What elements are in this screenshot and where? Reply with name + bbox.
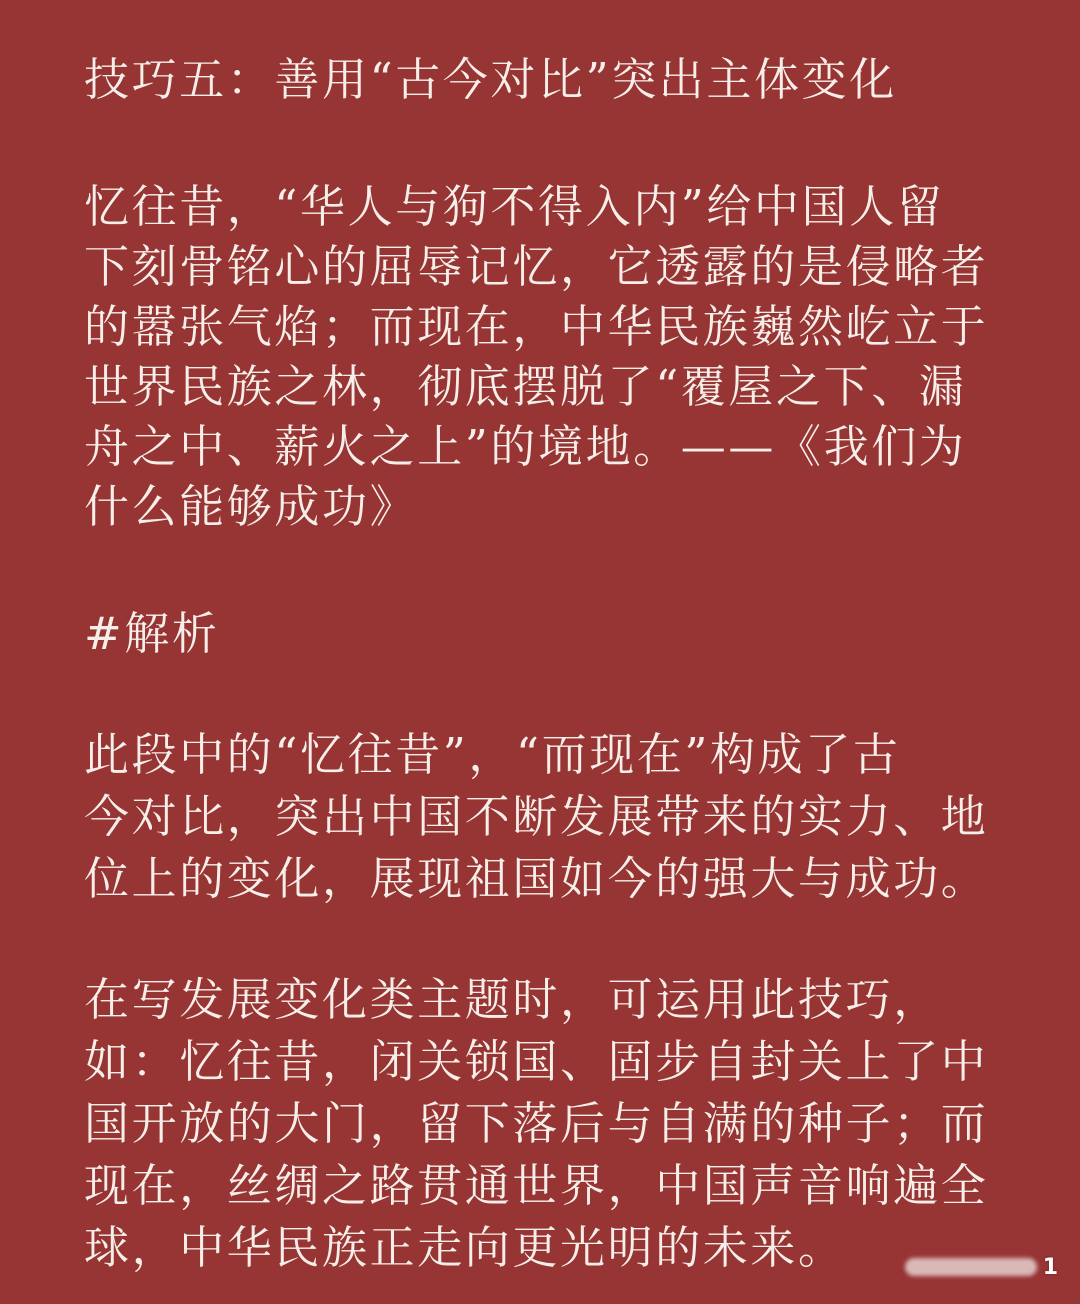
application-line-1: 在写发展变化类主题时，可运用此技巧， [84, 973, 941, 1026]
watermark-suffix: 1 [1042, 1254, 1058, 1280]
watermark-logo-icon [905, 1258, 1037, 1276]
quote-line-2: 下刻骨铭心的屈辱记忆，它透露的是侵略者 [84, 240, 989, 293]
analysis-line-3: 位上的变化，展现祖国如今的强大与成功。 [84, 852, 989, 905]
application-line-4: 现在，丝绸之路贯通世界，中国声音响遍全 [84, 1159, 989, 1212]
analysis-line-1: 此段中的“忆往昔”，“而现在”构成了古 [84, 728, 901, 781]
quote-line-1: 忆往昔，“华人与狗不得入内”给中国人留 [84, 180, 945, 233]
application-line-3: 国开放的大门，留下落后与自满的种子；而 [84, 1097, 989, 1150]
quote-line-4: 世界民族之林，彻底摆脱了“覆屋之下、漏 [84, 360, 967, 413]
watermark [868, 1250, 1058, 1284]
application-line-5: 球，中华民族正走向更光明的未来。 [84, 1221, 846, 1274]
article-title: 技巧五：善用“古今对比”突出主体变化 [84, 53, 897, 106]
quote-line-5: 舟之中、薪火之上”的境地。——《我们为 [84, 420, 967, 473]
quote-line-3: 的嚣张气焰；而现在，中华民族巍然屹立于 [84, 300, 989, 353]
application-line-2: 如：忆往昔，闭关锁国、固步自封关上了中 [84, 1035, 989, 1088]
analysis-line-2: 今对比，突出中国不断发展带来的实力、地 [84, 790, 989, 843]
quote-line-6: 什么能够成功》 [84, 480, 418, 533]
analysis-heading: #解析 [84, 607, 220, 660]
